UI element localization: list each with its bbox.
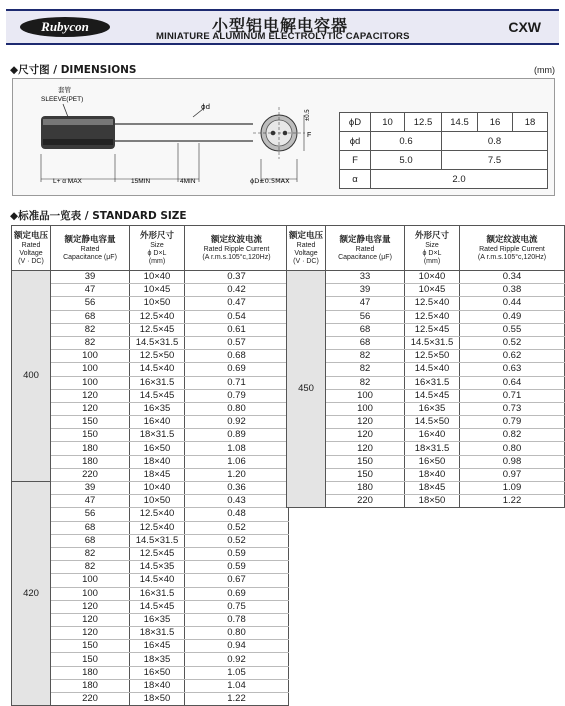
size-cell: 10×40 <box>405 271 460 284</box>
ripple-cell: 0.59 <box>185 547 289 560</box>
table-row <box>287 416 565 429</box>
ripple-cell: 1.06 <box>185 455 289 468</box>
size-cell: 14.5×40 <box>405 363 460 376</box>
size-cell: 16×35 <box>130 402 185 415</box>
header-ripple-en: Rated Ripple Current <box>203 245 270 253</box>
capacitance-cell: 100 <box>51 376 130 389</box>
capacitance-cell: 150 <box>326 455 405 468</box>
table-row <box>12 429 289 442</box>
capacitance-cell: 180 <box>51 455 130 468</box>
size-cell: 10×40 <box>130 271 185 284</box>
size-cell: 12.5×50 <box>130 350 185 363</box>
capacitance-cell: 56 <box>326 310 405 323</box>
table-row <box>12 600 289 613</box>
capacitance-cell: 120 <box>51 600 130 613</box>
capacitance-cell: 68 <box>51 534 130 547</box>
ripple-cell: 0.52 <box>185 534 289 547</box>
size-cell: 16×50 <box>130 666 185 679</box>
table-row <box>12 350 289 363</box>
size-cell: 12.5×50 <box>405 350 460 363</box>
ripple-cell: 0.34 <box>460 271 565 284</box>
table-row <box>287 310 565 323</box>
table-row <box>12 640 289 653</box>
header-voltage <box>287 226 326 271</box>
capacitance-cell: 82 <box>326 376 405 389</box>
ripple-cell: 0.37 <box>185 271 289 284</box>
table-row <box>287 376 565 389</box>
pitch-label: F <box>307 132 312 139</box>
table-row <box>287 468 565 481</box>
ripple-cell: 1.04 <box>185 679 289 692</box>
size-cell: 16×50 <box>405 455 460 468</box>
table-row <box>12 482 289 495</box>
ripple-cell: 1.09 <box>460 482 565 495</box>
header-ripple-en: (A r.m.s.105°c,120Hz) <box>202 253 271 261</box>
table-row <box>287 402 565 415</box>
series-code: CXW <box>508 19 541 35</box>
table-row <box>12 508 289 521</box>
table-row <box>12 613 289 626</box>
ripple-cell: 0.54 <box>185 310 289 323</box>
capacitance-cell: 47 <box>51 495 130 508</box>
size-cell: 12.5×40 <box>130 508 185 521</box>
header-voltage-cn: 额定电压 <box>13 230 48 241</box>
size-cell: 16×35 <box>130 613 185 626</box>
size-cell: 18×40 <box>405 468 460 481</box>
size-cell: 14.5×50 <box>405 416 460 429</box>
ripple-cell: 0.75 <box>185 600 289 613</box>
header-cap-cn: 额定静电容量 <box>64 234 116 245</box>
ripple-cell: 1.05 <box>185 666 289 679</box>
dim-cell: 7.5 <box>442 151 548 170</box>
table-row <box>287 284 565 297</box>
size-cell: 16×31.5 <box>130 587 185 600</box>
ripple-cell: 0.68 <box>185 350 289 363</box>
header-voltage-en: Voltage <box>19 249 43 257</box>
capacitance-cell: 220 <box>51 693 130 706</box>
dim-row-alpha <box>340 170 548 189</box>
header-voltage-en: Rated <box>21 241 41 249</box>
ripple-cell: 0.78 <box>185 613 289 626</box>
header-ripple-en: Rated Ripple Current <box>479 245 545 253</box>
header-voltage-en: (V · DC) <box>18 257 44 265</box>
body-shadow-shape <box>43 139 113 145</box>
capacitance-cell: 68 <box>51 521 130 534</box>
ripple-cell: 0.71 <box>185 376 289 389</box>
size-cell: 10×45 <box>405 284 460 297</box>
table-row <box>12 627 289 640</box>
table-header-row <box>12 226 289 271</box>
capacitance-cell: 56 <box>51 508 130 521</box>
title-chinese: 小型铝电解电容器 <box>212 16 349 35</box>
capacitance-cell: 180 <box>326 482 405 495</box>
dim-cell: 10 <box>371 113 405 132</box>
ripple-cell: 1.22 <box>185 693 289 706</box>
table-row <box>287 271 565 284</box>
capacitance-cell: 120 <box>326 442 405 455</box>
capacitance-cell: 120 <box>51 613 130 626</box>
size-cell: 12.5×45 <box>130 547 185 560</box>
voltage-cell: 450 <box>287 271 326 508</box>
table-row <box>287 323 565 336</box>
lead-diameter-label: ϕd <box>201 103 211 111</box>
dimensions-title: ◆尺寸图 / DIMENSIONS <box>10 64 137 76</box>
header-voltage-cn: 额定电压 <box>288 230 323 241</box>
table-row <box>12 468 289 481</box>
header-ripple-cn: 额定纹波电流 <box>210 234 262 245</box>
capacitance-cell: 120 <box>326 429 405 442</box>
capacitance-cell: 82 <box>51 323 130 336</box>
table-row <box>287 350 565 363</box>
dim-row-phid <box>340 132 548 151</box>
ripple-cell: 0.44 <box>460 297 565 310</box>
size-cell: 10×50 <box>130 297 185 310</box>
header-cap-en: Capacitance (μF) <box>338 253 392 261</box>
ripple-cell: 0.36 <box>185 482 289 495</box>
size-cell: 16×40 <box>405 429 460 442</box>
table-row <box>287 363 565 376</box>
ripple-cell: 0.79 <box>460 416 565 429</box>
size-cell: 18×31.5 <box>130 627 185 640</box>
length-label: L+ α MAX <box>53 178 82 185</box>
ripple-cell: 0.89 <box>185 429 289 442</box>
ripple-cell: 0.82 <box>460 429 565 442</box>
table-row <box>12 323 289 336</box>
body-diameter-label: ϕD±0.5MAX <box>250 177 290 185</box>
size-cell: 12.5×40 <box>405 310 460 323</box>
dim-header: F <box>340 151 371 170</box>
header-voltage <box>12 226 51 271</box>
header-size-en: ϕ D×L <box>422 249 442 257</box>
sleeve-label-en: SLEEVE(PET) <box>41 96 84 103</box>
size-cell: 12.5×45 <box>130 323 185 336</box>
dim-cell: 0.6 <box>371 132 442 151</box>
lead-min-label: 4MIN <box>180 178 196 185</box>
size-cell: 14.5×40 <box>130 574 185 587</box>
size-cell: 12.5×40 <box>130 310 185 323</box>
header-cap-en: Capacitance (μF) <box>63 253 117 261</box>
capacitance-cell: 100 <box>326 389 405 402</box>
ripple-cell: 0.47 <box>185 297 289 310</box>
capacitance-cell: 150 <box>51 653 130 666</box>
size-cell: 16×50 <box>130 442 185 455</box>
capacitance-cell: 150 <box>51 416 130 429</box>
size-cell: 14.5×45 <box>130 389 185 402</box>
size-cell: 14.5×45 <box>405 389 460 402</box>
size-cell: 14.5×31.5 <box>130 336 185 349</box>
dim-cell: 16 <box>478 113 513 132</box>
voltage-cell: 420 <box>12 482 51 706</box>
table-row <box>12 363 289 376</box>
size-cell: 16×40 <box>130 416 185 429</box>
ripple-cell: 0.69 <box>185 587 289 600</box>
size-cell: 12.5×45 <box>405 323 460 336</box>
pitch-tolerance-label: ±0.5 <box>305 109 311 121</box>
size-cell: 18×40 <box>130 679 185 692</box>
table-row <box>12 679 289 692</box>
table-row <box>287 495 565 508</box>
header-capacitance <box>326 226 405 271</box>
capacitance-cell: 180 <box>51 442 130 455</box>
header-size-en: Size <box>150 241 164 249</box>
capacitance-cell: 100 <box>51 587 130 600</box>
capacitance-cell: 68 <box>51 310 130 323</box>
header-size-en: (mm) <box>148 257 166 265</box>
capacitance-cell: 180 <box>51 666 130 679</box>
table-row <box>287 442 565 455</box>
size-cell: 16×35 <box>405 402 460 415</box>
voltage-cell: 400 <box>12 271 51 482</box>
table-row <box>287 455 565 468</box>
table-row <box>287 429 565 442</box>
ripple-cell: 0.52 <box>185 521 289 534</box>
size-cell: 10×40 <box>130 482 185 495</box>
capacitance-cell: 100 <box>51 574 130 587</box>
capacitance-cell: 33 <box>326 271 405 284</box>
ripple-cell: 0.55 <box>460 323 565 336</box>
brand-logo: Rubycon <box>20 17 110 37</box>
table-row <box>287 336 565 349</box>
header-ripple <box>185 226 289 271</box>
capacitance-cell: 120 <box>51 627 130 640</box>
lead-length-label: 15MIN <box>131 178 151 185</box>
ripple-cell: 0.80 <box>185 627 289 640</box>
capacitance-cell: 100 <box>51 363 130 376</box>
ripple-cell: 0.98 <box>460 455 565 468</box>
capacitance-cell: 150 <box>326 468 405 481</box>
table-row <box>12 416 289 429</box>
capacitance-cell: 82 <box>51 561 130 574</box>
body-highlight-shape <box>43 119 113 125</box>
capacitance-cell: 82 <box>51 336 130 349</box>
table-row <box>12 336 289 349</box>
table-row <box>12 693 289 706</box>
header-size <box>405 226 460 271</box>
size-cell: 14.5×31.5 <box>405 336 460 349</box>
table-row <box>12 284 289 297</box>
ripple-cell: 0.97 <box>460 468 565 481</box>
capacitance-cell: 220 <box>51 468 130 481</box>
header-size <box>130 226 185 271</box>
dim-header: α <box>340 170 371 189</box>
size-cell: 18×50 <box>405 495 460 508</box>
size-cell: 18×40 <box>130 455 185 468</box>
ripple-cell: 0.80 <box>185 402 289 415</box>
table-row <box>12 455 289 468</box>
table-row <box>12 653 289 666</box>
size-cell: 18×45 <box>405 482 460 495</box>
capacitance-cell: 120 <box>51 389 130 402</box>
size-cell: 18×35 <box>130 653 185 666</box>
table-row <box>12 547 289 560</box>
ripple-cell: 0.61 <box>185 323 289 336</box>
ripple-cell: 0.38 <box>460 284 565 297</box>
table-row <box>12 521 289 534</box>
dim-header: ϕd <box>340 132 371 151</box>
ripple-cell: 0.57 <box>185 336 289 349</box>
table-row <box>12 442 289 455</box>
header-cap-en: Rated <box>355 245 375 253</box>
capacitance-cell: 100 <box>51 350 130 363</box>
ripple-cell: 0.79 <box>185 389 289 402</box>
ripple-cell: 0.48 <box>185 508 289 521</box>
size-cell: 18×50 <box>130 693 185 706</box>
standard-size-title: ◆标准品一览表 / STANDARD SIZE <box>10 210 187 222</box>
ripple-cell: 1.22 <box>460 495 565 508</box>
size-cell: 12.5×40 <box>130 521 185 534</box>
ripple-cell: 0.52 <box>460 336 565 349</box>
capacitance-cell: 68 <box>326 323 405 336</box>
size-cell: 10×45 <box>130 284 185 297</box>
dim-row-F <box>340 151 548 170</box>
header-size-cn: 外形尺寸 <box>414 230 449 241</box>
size-cell: 18×31.5 <box>130 429 185 442</box>
header-size-en: Size <box>425 241 439 249</box>
table-row <box>12 495 289 508</box>
ripple-cell: 0.94 <box>185 640 289 653</box>
capacitance-cell: 56 <box>51 297 130 310</box>
capacitance-cell: 120 <box>51 402 130 415</box>
table-header-row <box>287 226 565 271</box>
dim-cell: 2.0 <box>371 170 548 189</box>
capacitance-cell: 150 <box>51 640 130 653</box>
capacitance-cell: 150 <box>51 429 130 442</box>
capacitance-cell: 180 <box>51 679 130 692</box>
standard-size-table-left <box>11 225 289 706</box>
header-cap-en: Rated <box>80 245 100 253</box>
header-voltage-en: (V · DC) <box>293 257 319 265</box>
table-row <box>12 561 289 574</box>
dim-cell: 5.0 <box>371 151 442 170</box>
header-voltage-en: Voltage <box>294 249 318 257</box>
header-size-cn: 外形尺寸 <box>139 230 174 241</box>
header-ripple-cn: 额定纹波电流 <box>486 234 538 245</box>
ripple-cell: 0.92 <box>185 416 289 429</box>
ripple-cell: 0.59 <box>185 561 289 574</box>
table-row <box>12 402 289 415</box>
page-header <box>6 9 559 45</box>
table-row <box>12 310 289 323</box>
dim-cell: 12.5 <box>405 113 442 132</box>
capacitance-cell: 220 <box>326 495 405 508</box>
header-size-en: (mm) <box>423 257 441 265</box>
size-cell: 14.5×35 <box>130 561 185 574</box>
dimensions-unit: (mm) <box>534 65 555 75</box>
size-cell: 14.5×31.5 <box>130 534 185 547</box>
ripple-cell: 0.73 <box>460 402 565 415</box>
header-voltage-en: Rated <box>296 241 316 249</box>
dim-row-phiD <box>340 113 548 132</box>
capacitance-cell: 39 <box>51 271 130 284</box>
dim-cell: 14.5 <box>442 113 478 132</box>
size-cell: 12.5×40 <box>405 297 460 310</box>
capacitance-cell: 47 <box>326 297 405 310</box>
title-english: MINIATURE ALUMINUM ELECTROLYTIC CAPACITORS <box>156 31 410 42</box>
size-cell: 10×50 <box>130 495 185 508</box>
header-ripple-en: (A r.m.s.105°c,120Hz) <box>477 253 547 261</box>
ripple-cell: 0.49 <box>460 310 565 323</box>
table-row <box>12 297 289 310</box>
size-cell: 14.5×45 <box>130 600 185 613</box>
sleeve-pointer-shape <box>63 104 68 117</box>
header-ripple <box>460 226 565 271</box>
capacitance-cell: 39 <box>51 482 130 495</box>
capacitance-cell: 68 <box>326 336 405 349</box>
ripple-cell: 0.69 <box>185 363 289 376</box>
ripple-cell: 0.62 <box>460 350 565 363</box>
ripple-cell: 1.08 <box>185 442 289 455</box>
table-row <box>12 376 289 389</box>
table-row <box>12 389 289 402</box>
ripple-cell: 0.42 <box>185 284 289 297</box>
dim-cell: 18 <box>513 113 548 132</box>
size-cell: 16×45 <box>130 640 185 653</box>
ripple-cell: 0.71 <box>460 389 565 402</box>
capacitance-cell: 100 <box>326 402 405 415</box>
dimension-table <box>339 112 548 189</box>
capacitance-cell: 82 <box>326 350 405 363</box>
size-cell: 16×31.5 <box>405 376 460 389</box>
dim-cell: 0.8 <box>442 132 548 151</box>
capacitance-cell: 39 <box>326 284 405 297</box>
size-cell: 18×31.5 <box>405 442 460 455</box>
size-cell: 18×45 <box>130 468 185 481</box>
capacitance-cell: 120 <box>326 416 405 429</box>
dim-header: ϕD <box>340 113 371 132</box>
standard-size-table-right <box>286 225 565 508</box>
table-row <box>12 271 289 284</box>
header-capacitance <box>51 226 130 271</box>
ripple-cell: 0.67 <box>185 574 289 587</box>
ripple-cell: 0.63 <box>460 363 565 376</box>
size-cell: 14.5×40 <box>130 363 185 376</box>
table-row <box>287 482 565 495</box>
ripple-cell: 0.43 <box>185 495 289 508</box>
header-size-en: ϕ D×L <box>147 249 167 257</box>
sleeve-label-cn: 套管 <box>58 86 71 94</box>
table-row <box>287 389 565 402</box>
table-row <box>287 297 565 310</box>
capacitance-cell: 47 <box>51 284 130 297</box>
capacitance-cell: 82 <box>326 363 405 376</box>
ripple-cell: 0.64 <box>460 376 565 389</box>
ripple-cell: 0.80 <box>460 442 565 455</box>
ripple-cell: 0.92 <box>185 653 289 666</box>
table-row <box>12 587 289 600</box>
table-row <box>12 574 289 587</box>
table-row <box>12 534 289 547</box>
size-cell: 16×31.5 <box>130 376 185 389</box>
table-row <box>12 666 289 679</box>
capacitance-cell: 82 <box>51 547 130 560</box>
header-cap-cn: 额定静电容量 <box>339 234 391 245</box>
ripple-cell: 1.20 <box>185 468 289 481</box>
